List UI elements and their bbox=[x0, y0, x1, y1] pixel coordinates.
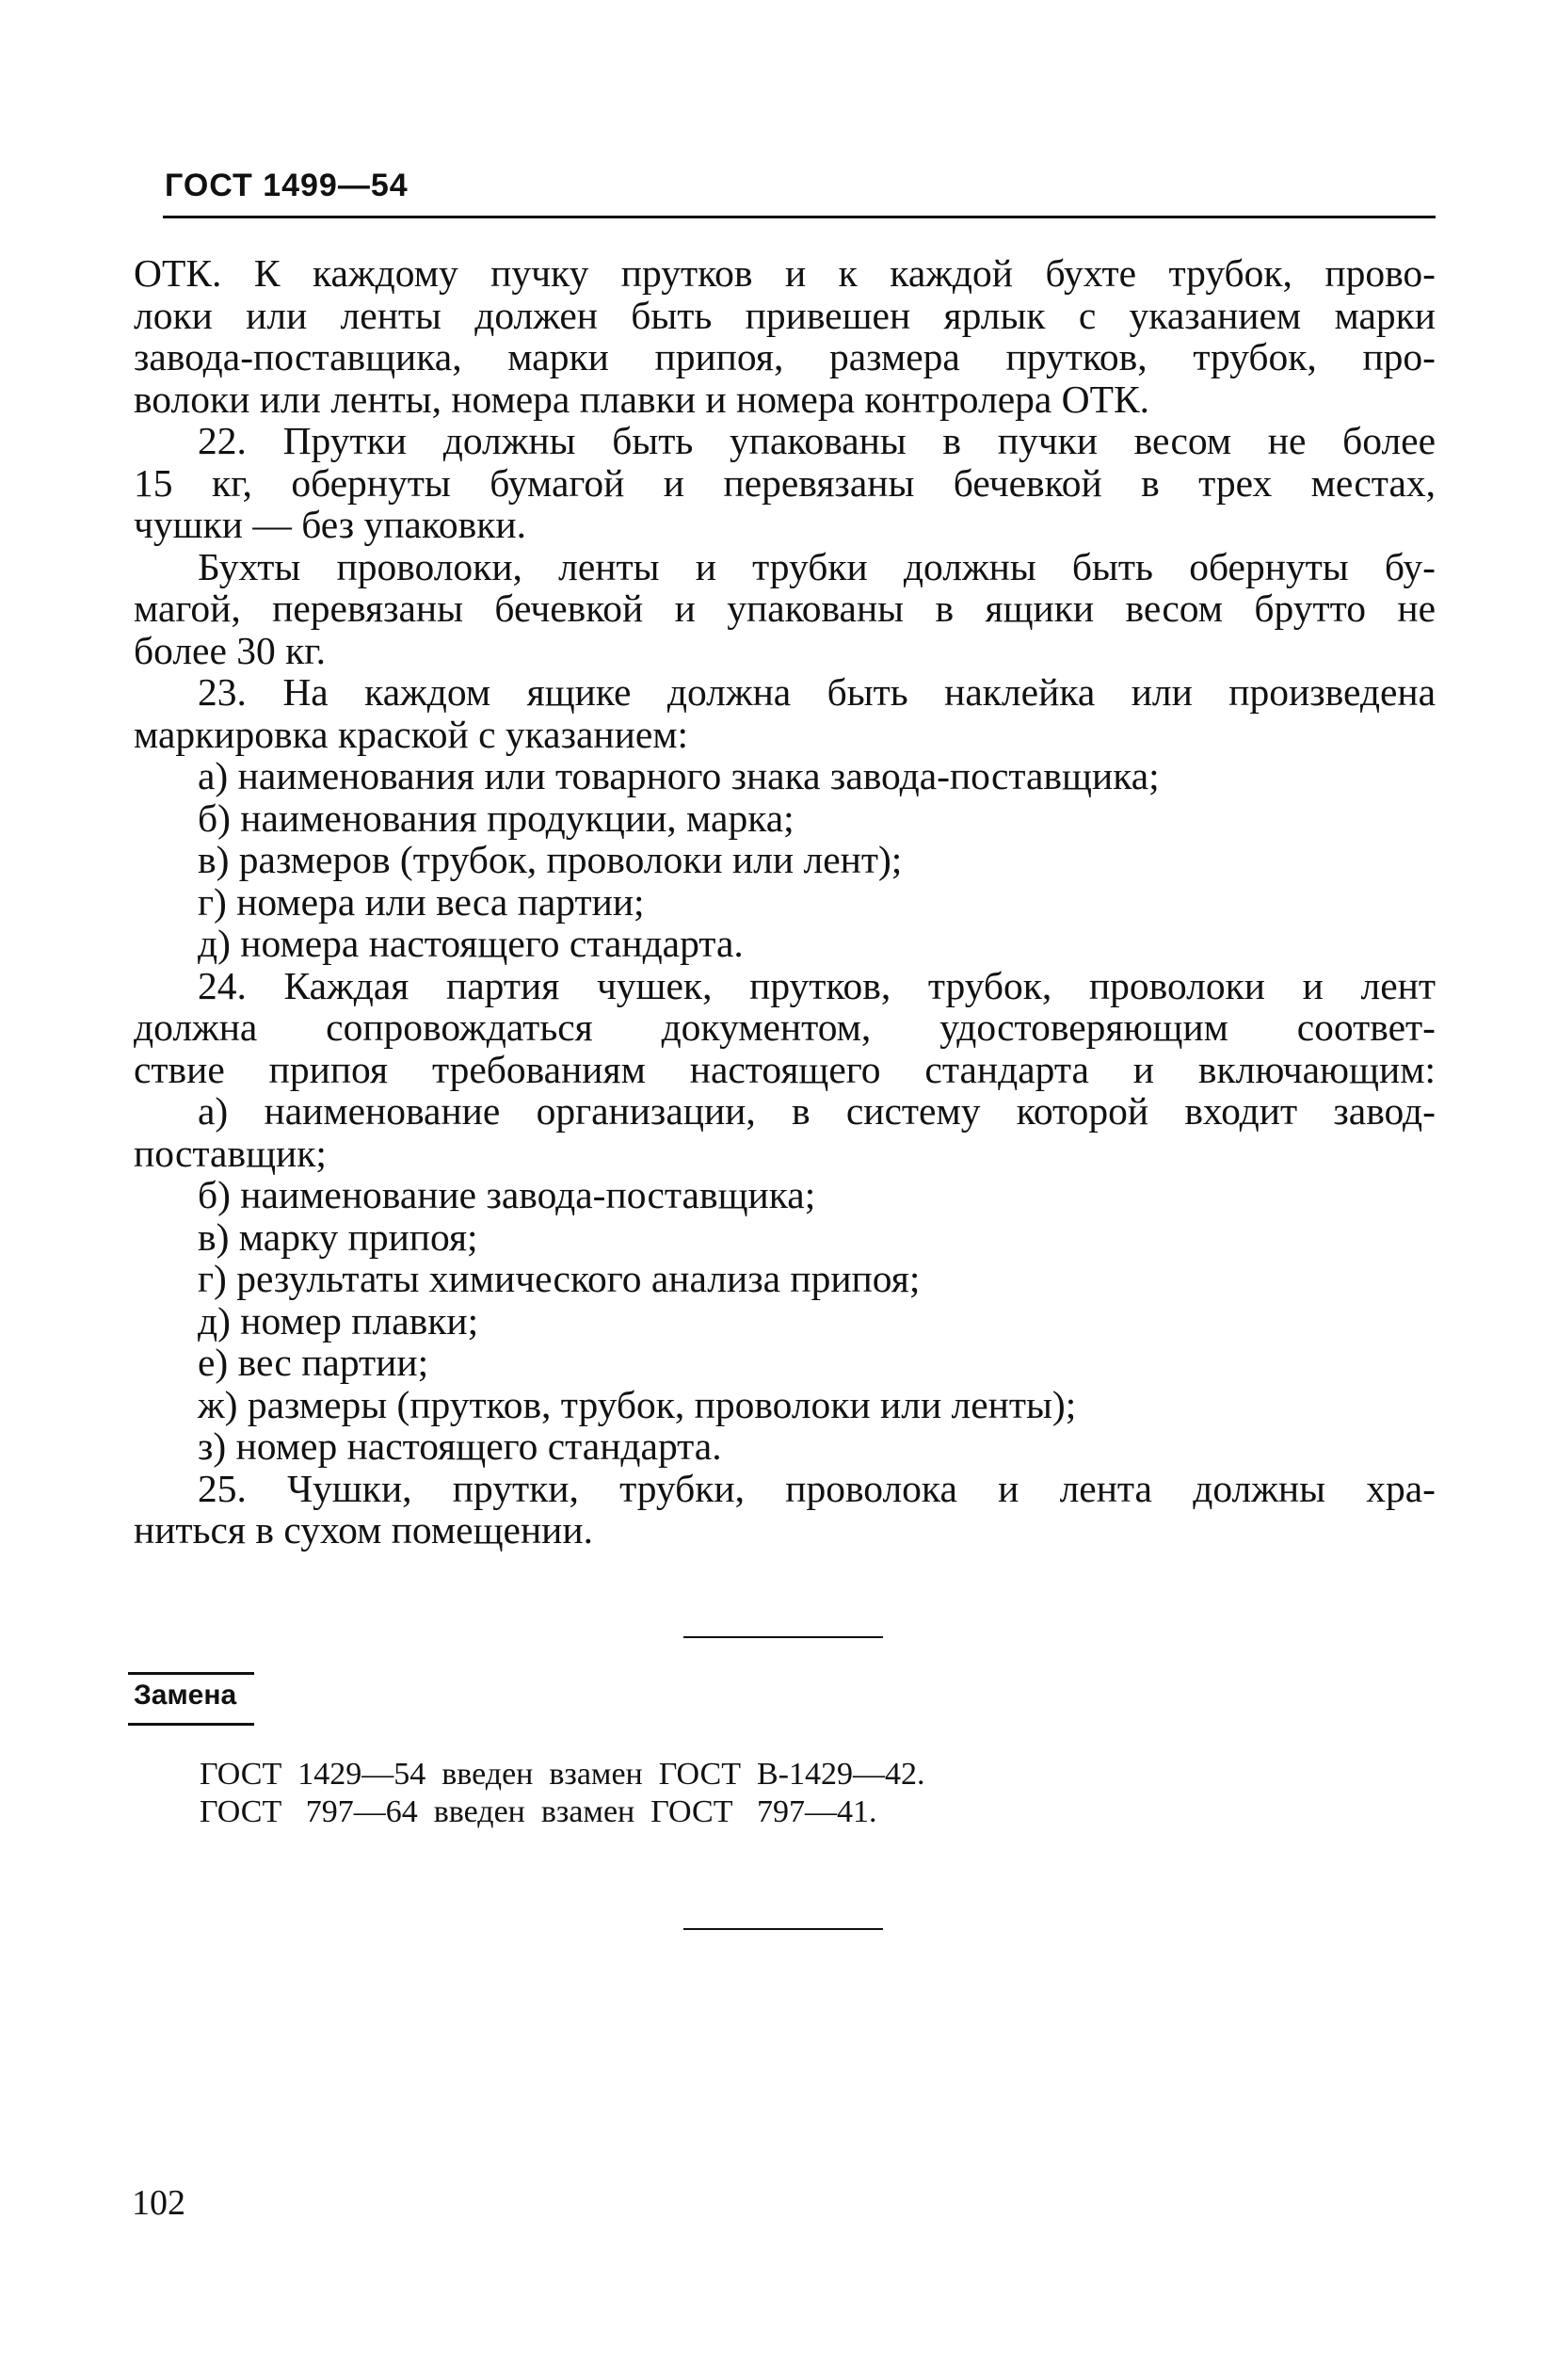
list-item: б) наименования продукции, марка; bbox=[198, 796, 795, 840]
clause-23-line: маркировка краской с указанием: bbox=[134, 712, 689, 756]
text-line: более 30 кг. bbox=[134, 628, 326, 672]
text-line: завода-поставщика, марки припоя, размера прутков, трубок, про- bbox=[134, 335, 1436, 378]
document-title: ГОСТ 1499—54 bbox=[165, 168, 409, 203]
body-text bbox=[134, 252, 1436, 1552]
list-item: б) наименование завода-поставщика; bbox=[198, 1173, 816, 1216]
text-line: волоки или ленты, номера плавки и номера контролера ОТК. bbox=[134, 377, 1150, 421]
clause-25-line: ниться в сухом помещении. bbox=[134, 1508, 593, 1552]
header-divider bbox=[163, 216, 1436, 218]
clause-22-line: чушки — без упаковки. bbox=[134, 503, 526, 546]
list-item: в) размеров (трубок, проволоки или лент); bbox=[198, 838, 903, 881]
text-line: локи или ленты должен быть привешен ярлык с указанием марки bbox=[134, 293, 1436, 337]
clause-22-line: 15 кг, обернуты бумагой и перевязаны бечевкой в трех местах, bbox=[134, 460, 1436, 505]
text-line: магой, перевязаны бечевкой и упакованы в ящики весом брутто не bbox=[134, 587, 1436, 630]
list-item: д) номер плавки; bbox=[198, 1298, 479, 1343]
replacement-notes bbox=[200, 1756, 924, 1831]
list-item: в) марку припоя; bbox=[198, 1214, 478, 1259]
list-item: е) вес партии; bbox=[198, 1341, 429, 1384]
replacement-heading: Замена bbox=[134, 1680, 237, 1711]
list-item-continuation: поставщик; bbox=[134, 1131, 327, 1175]
list-item: а) наименования или товарного знака завода-поставщика; bbox=[198, 754, 1160, 797]
end-separator bbox=[683, 1928, 883, 1930]
list-item: д) номера настоящего стандарта. bbox=[198, 922, 744, 965]
text-line: Бухты проволоки, ленты и трубки должны быть обернуты бу- bbox=[198, 544, 1436, 588]
clause-24-line: должна сопровождаться документом, удостоверяющим соответ- bbox=[134, 1005, 1436, 1049]
list-item: ж) размеры (прутков, трубок, проволоки или ленты); bbox=[198, 1382, 1077, 1426]
text-line: ОТК. К каждому пучку прутков и к каждой бухте трубок, прово- bbox=[134, 251, 1436, 295]
section-separator bbox=[683, 1636, 883, 1638]
list-item: г) номера или веса партии; bbox=[198, 879, 645, 924]
replacement-note: ГОСТ 1429—54 введен взамен ГОСТ В-1429—42. bbox=[200, 1757, 925, 1792]
replacement-note: ГОСТ 797—64 введен взамен ГОСТ 797—41. bbox=[200, 1794, 877, 1829]
clause-23-line: 23. На каждом ящике должна быть наклейка или произведена bbox=[198, 670, 1436, 714]
list-item: г) результаты химического анализа припоя; bbox=[198, 1257, 921, 1300]
heading-underline bbox=[128, 1723, 254, 1726]
clause-22-line: 22. Прутки должны быть упакованы в пучки весом не более bbox=[198, 419, 1436, 462]
list-item: а) наименование организации, в систему которой входит завод- bbox=[198, 1089, 1436, 1133]
clause-24-line: ствие припоя требованиям настоящего стандарта и включающим: bbox=[134, 1047, 1436, 1091]
clause-24-line: 24. Каждая партия чушек, прутков, трубок, проволоки и лент bbox=[198, 963, 1436, 1007]
footnote-rule bbox=[128, 1672, 254, 1675]
page-header bbox=[163, 168, 1436, 218]
list-item: з) номер настоящего стандарта. bbox=[198, 1424, 722, 1468]
page-number: 102 bbox=[132, 2183, 185, 2223]
clause-25-line: 25. Чушки, прутки, трубки, проволока и лента должны хра- bbox=[198, 1466, 1436, 1510]
